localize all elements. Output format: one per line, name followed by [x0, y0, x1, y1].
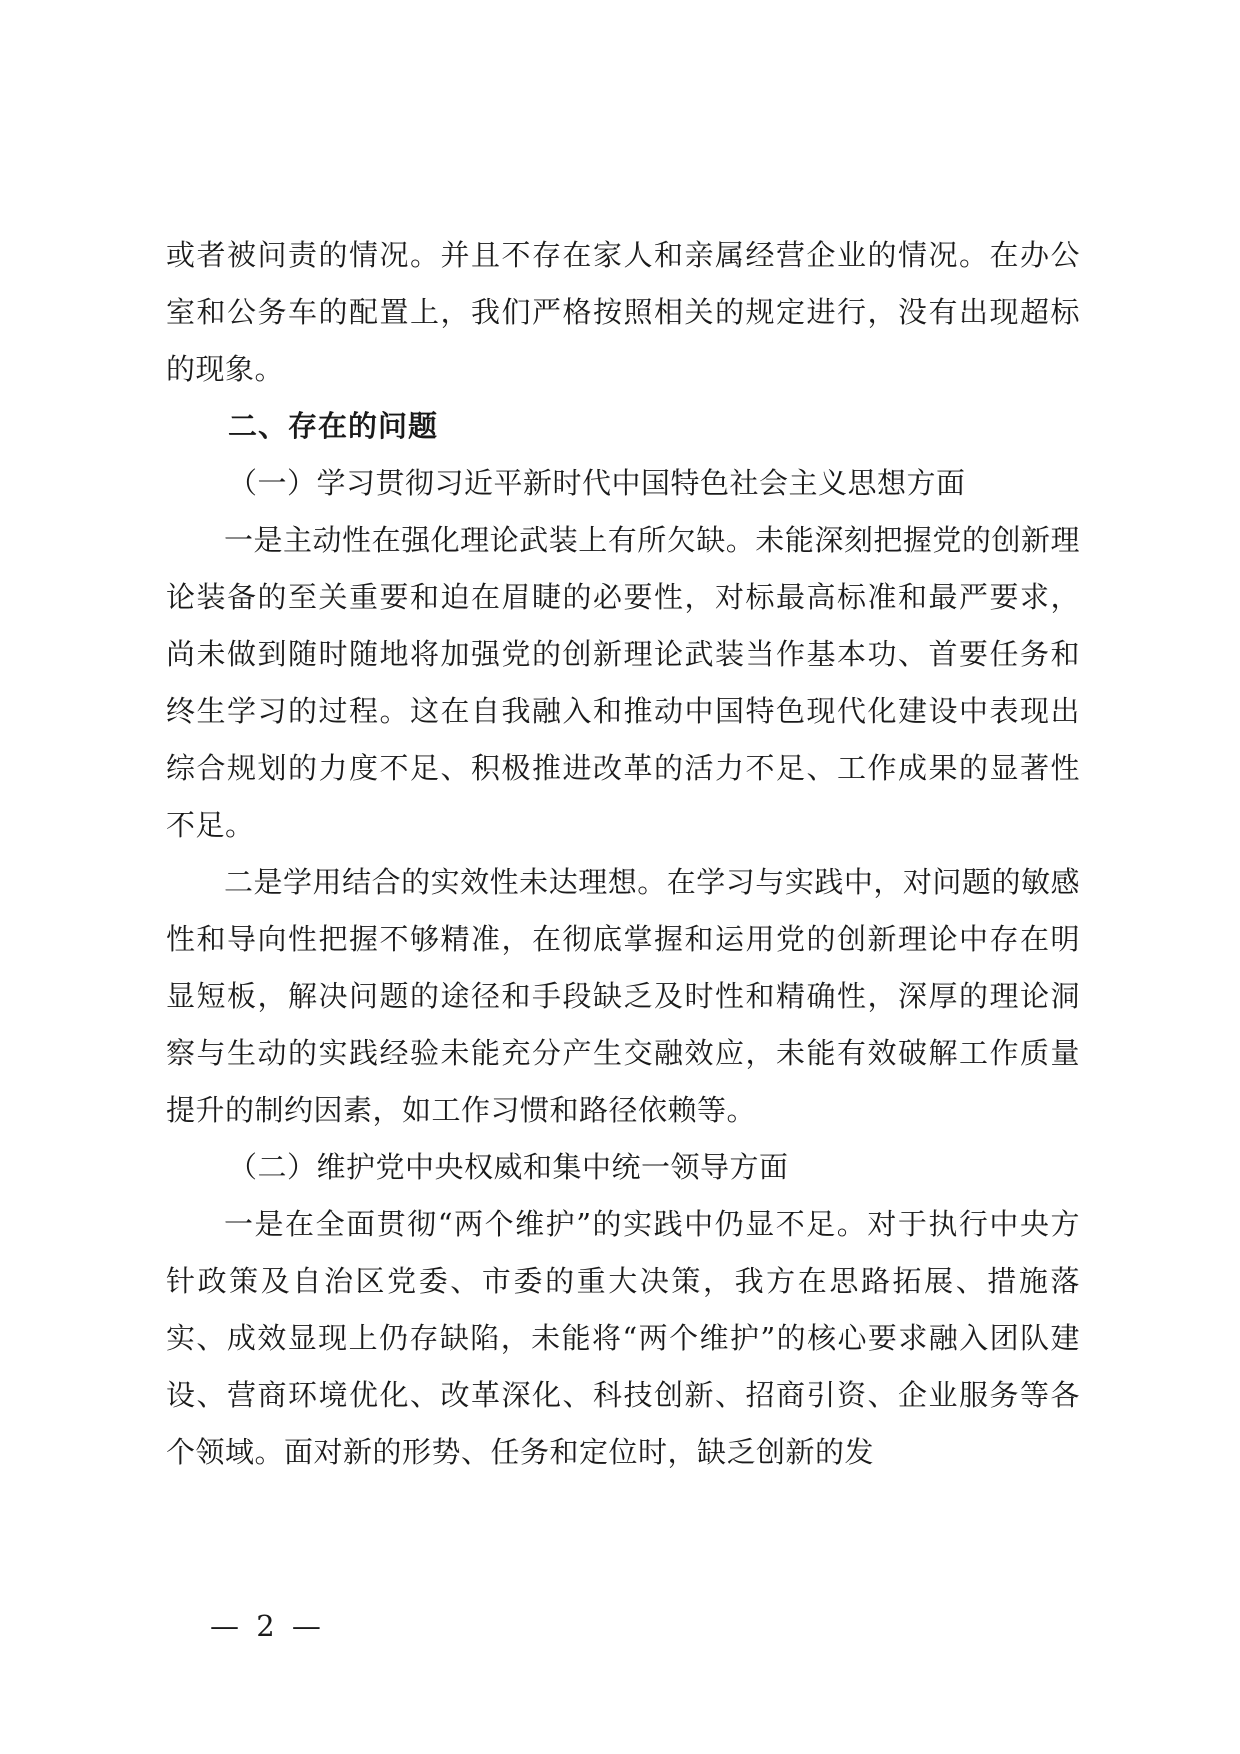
paragraph: 一是在全面贯彻“两个维护”的实践中仍显不足。对于执行中央方针政策及自治区党委、市委的重大决策，我方在思路拓展、措施落实、成效显现上仍存缺陷，未能将“两个维护”的核心要求融入团队建设、营商环境优化、改革深化、科技创新、招商引资、企业服务等各个领域。面对新的形势、任务和定位时，缺乏创新的发 — [166, 1207, 1080, 1469]
paragraph: 一是主动性在强化理论武装上有所欠缺。未能深刻把握党的创新理论装备的至关重要和迫在眉睫的必要性，对标最高标准和最严要求，尚未做到随时随地将加强党的创新理论武装当作基本功、首要任务和终生学习的过程。这在自我融入和推动中国特色现代化建设中表现出综合规划的力度不足、积极推进改革的活力不足、工作成果的显著性不足。 — [166, 523, 1080, 842]
paragraph: 二是学用结合的实效性未达理想。在学习与实践中，对问题的敏感性和导向性把握不够精准，在彻底掌握和运用党的创新理论中存在明显短板，解决问题的途径和手段缺乏及时性和精确性，深厚的理论洞察与生动的实践经验未能充分产生交融效应，未能有效破解工作质量提升的制约因素，如工作习惯和路径依赖等。 — [166, 865, 1080, 1127]
document-body — [166, 227, 1080, 1481]
page-number: — 2 — — [210, 1609, 325, 1643]
subsection-heading: （一）学习贯彻习近平新时代中国特色社会主义思想方面 — [228, 466, 966, 500]
paragraph-continuation: 或者被问责的情况。并且不存在家人和亲属经营企业的情况。在办公室和公务车的配置上，我们严格按照相关的规定进行，没有出现超标的现象。 — [166, 238, 1080, 386]
section-heading: 二、存在的问题 — [228, 409, 439, 443]
subsection-heading: （二）维护党中央权威和集中统一领导方面 — [228, 1150, 789, 1184]
